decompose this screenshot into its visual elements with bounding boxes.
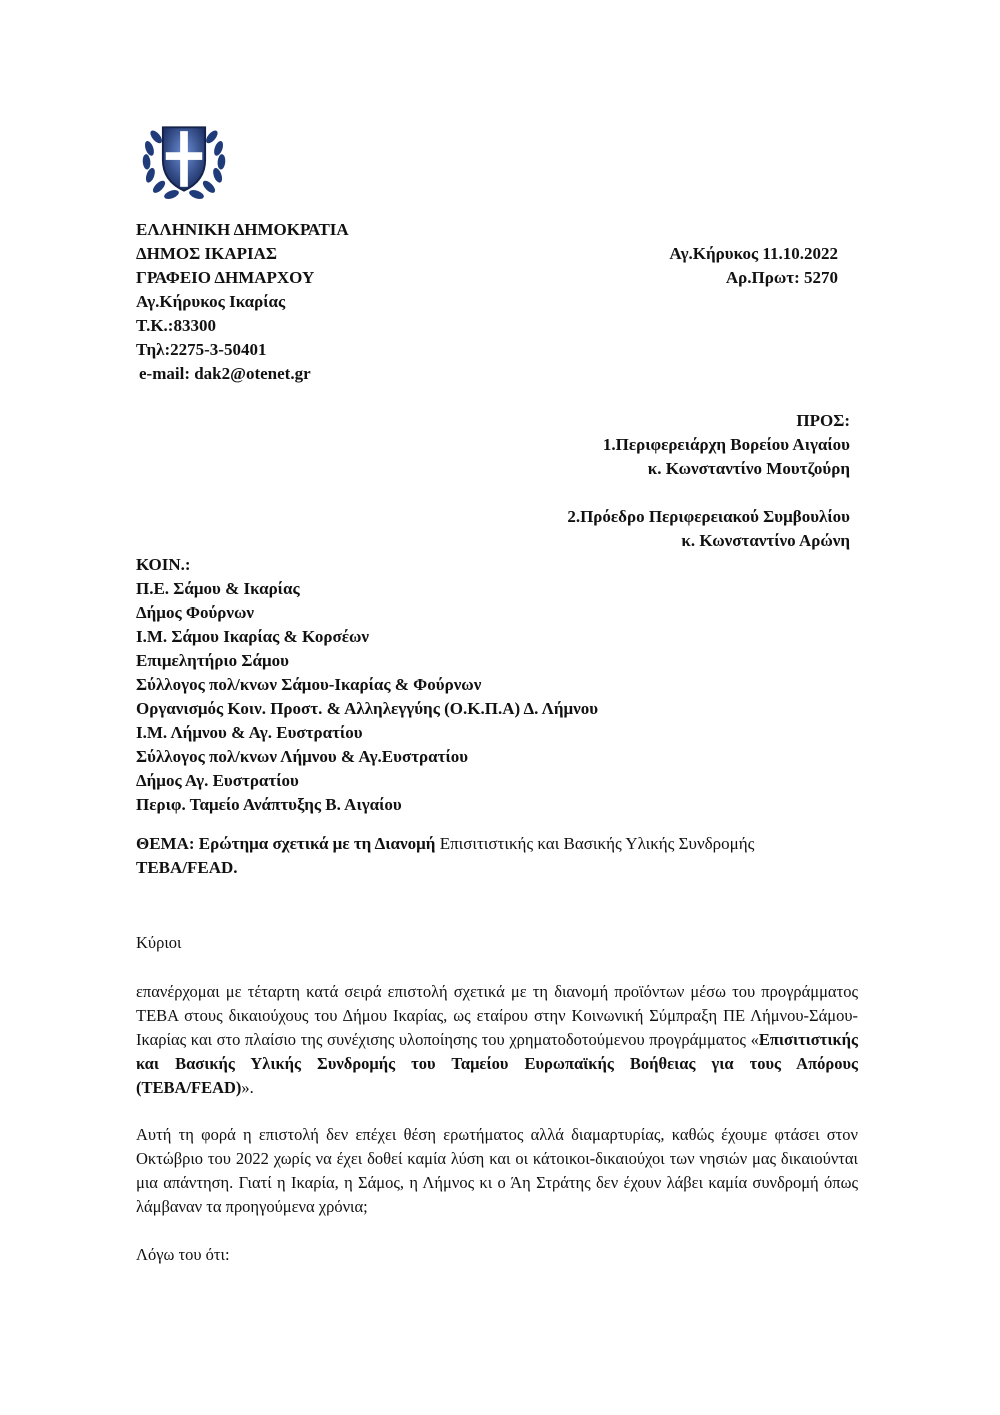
recipient-1-title: 1.Περιφερειάρχη Βορείου Αιγαίου [602,435,850,454]
subject-line-2: ΤΕΒΑ/FEAD. [136,858,238,877]
cc-label: ΚΟΙΝ.: [136,555,191,574]
cc-item: Δήμος Αγ. Ευστρατίου [136,771,299,790]
cc-item: Σύλλογος πολ/κνων Λήμνου & Αγ.Ευστρατίου [136,747,469,766]
paragraph-3: Λόγω του ότι: [136,1245,230,1264]
paragraph-1-start: επανέρχομαι με τέταρτη κατά σειρά επιστολή σχετικά με τη διανομή προϊόντων μέσω του προγράμματος ΤΕΒΑ στους δικαιούχους του Δήμου Ικαρίας, ως εταίρου στην Κοινωνική Σύμπραξη ΠΕ Λήμνου-Σάμου-Ικαρίας και στο πλαίσιο της συνέχισης υλοποίησης του χρηματοδοτούμενου προγράμματος « [136,982,858,1049]
recipients-label: ΠΡΟΣ: [796,411,850,430]
cc-item: Ι.Μ. Λήμνου & Αγ. Ευστρατίου [136,723,363,742]
sender-country: ΕΛΛΗΝΙΚΗ ΔΗΜΟΚΡΑΤΙΑ [136,220,349,239]
paragraph-1-end: ». [241,1078,254,1097]
cc-item: Οργανισμός Κοιν. Προστ. & Αλληλεγγύης (Ο.Κ.Π.Α) Δ. Λήμνου [136,699,599,718]
cc-item: Ι.Μ. Σάμου Ικαρίας & Κορσέων [136,627,369,646]
sender-municipality: ΔΗΜΟΣ ΙΚΑΡΙΑΣ [136,244,278,263]
paragraph-1-bold: Επισιτιστικής και Βασικής Υλικής Συνδρομής του Ταμείου Ευρωπαϊκής Βοήθειας για τους Απόρους (ΤΕΒΑ/FEAD) [136,1030,858,1097]
cc-item: Π.Ε. Σάμου & Ικαρίας [136,579,300,598]
subject-rest: Επισιτιστικής και Βασικής Υλικής Συνδρομής [435,834,755,853]
recipient-2-title: 2.Πρόεδρο Περιφερειακού Συμβουλίου [567,507,850,526]
sender-email: e-mail: dak2@otenet.gr [139,364,311,383]
recipient-2-name: κ. Κωνσταντίνο Αρώνη [681,531,850,550]
cc-item: Περιφ. Ταμείο Ανάπτυξης Β. Αιγαίου [136,795,402,814]
cc-item: Επιμελητήριο Σάμου [136,651,289,670]
subject-bold: ΘΕΜΑ: Ερώτημα σχετικά με τη Διανομή [136,834,436,853]
sender-phone: Τηλ:2275-3-50401 [136,340,267,359]
cc-item: Δήμος Φούρνων [136,603,255,622]
recipient-1-name: κ. Κωνσταντίνο Μουτζούρη [647,459,850,478]
sender-address: Αγ.Κήρυκος Ικαρίας [136,292,286,311]
paragraph-2: Αυτή τη φορά η επιστολή δεν επέχει θέση ερωτήματος αλλά διαμαρτυρίας, καθώς έχουμε φτάσει στον Οκτώβριο του 2022 χωρίς να έχει δοθεί καμία λύση και οι κάτοικοι-δικαιούχοι των νησιών μας δικαιούνται μια απάντηση. Γιατί η Ικαρία, η Σάμος, η Λήμνος κι ο Άη Στράτης δεν έχουν λάβει καμία συνδρομή όπως λάμβαναν τα προηγούμενα χρόνια; [136,1125,858,1216]
paragraph-1 [136,980,858,1100]
subject-block [136,832,856,880]
cc-item: Σύλλογος πολ/κνων Σάμου-Ικαρίας & Φούρνων [136,675,482,694]
sender-office: ΓΡΑΦΕΙΟ ΔΗΜΑΡΧΟΥ [136,268,315,287]
salutation: Κύριοι [136,933,182,952]
place-date: Αγ.Κήρυκος 11.10.2022 [669,244,838,263]
protocol-number: Αρ.Πρωτ: 5270 [725,268,838,287]
sender-postal-code: Τ.Κ.:83300 [136,316,216,335]
coat-of-arms-icon [136,110,232,206]
